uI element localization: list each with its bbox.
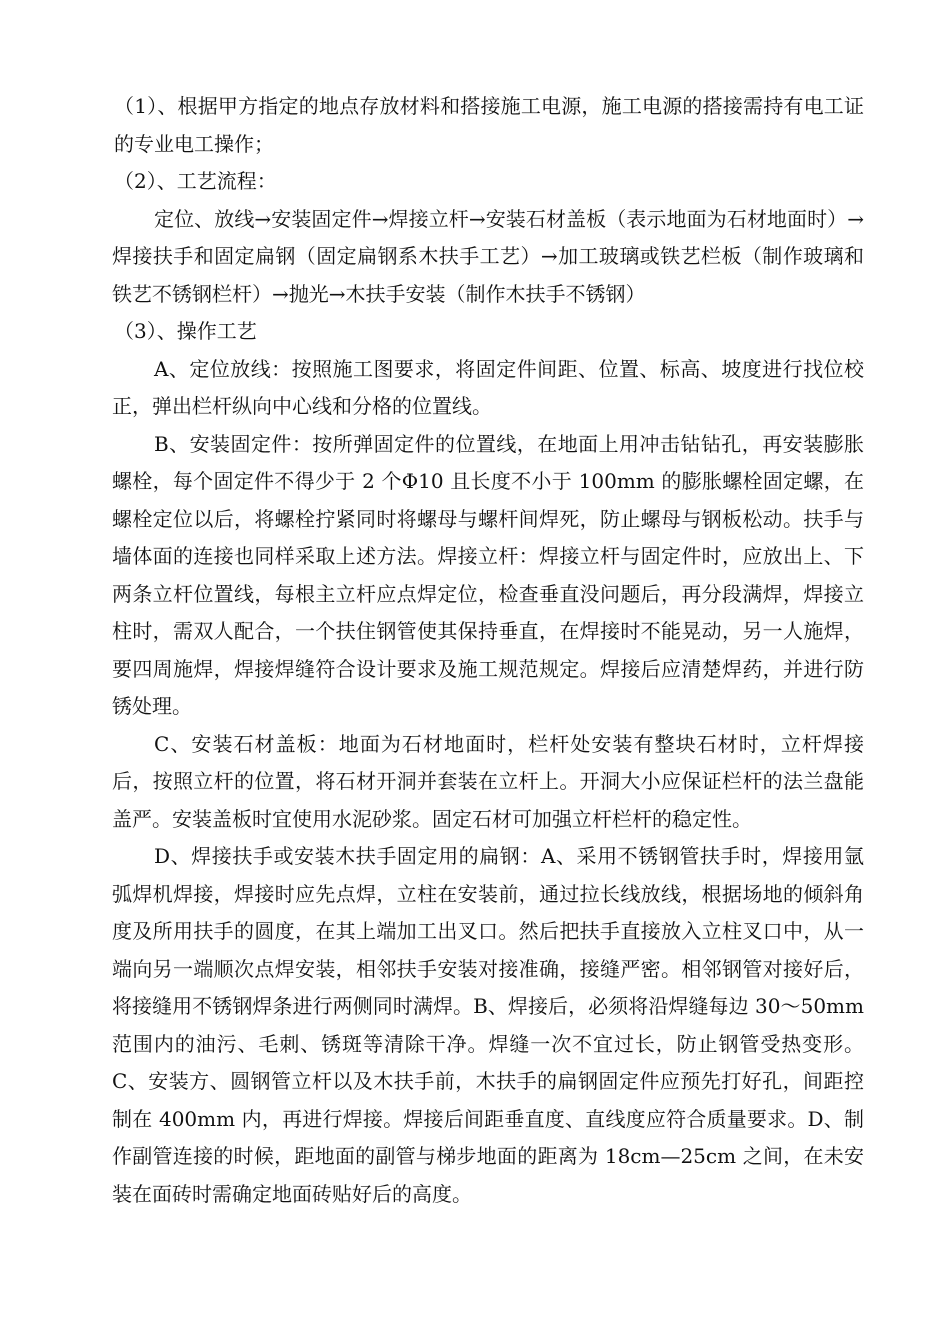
document-body	[112, 88, 864, 1213]
paragraph-item-1: （1）、根据甲方指定的地点存放材料和搭接施工电源，施工电源的搭接需持有电工证的专业电工操作；	[114, 94, 864, 156]
paragraph-process-flow: 定位、放线→安装固定件→焊接立杆→安装石材盖板（表示地面为石材地面时）→焊接扶手和固定扁钢（固定扁钢系木扶手工艺）→加工玻璃或铁艺栏板（制作玻璃和铁艺不锈钢栏杆）→抛光→木扶手安装（制作木扶手不锈钢）	[112, 206, 864, 306]
paragraph-item-2-heading: （2）、工艺流程：	[114, 169, 277, 193]
paragraph-item-3-heading: （3）、操作工艺	[114, 319, 257, 343]
paragraph-step-d: D、焊接扶手或安装木扶手固定用的扁钢：A、采用不锈钢管扶手时，焊接用氩弧焊机焊接，焊接时应先点焊，立柱在安装前，通过拉长线放线，根据场地的倾斜角度及所用扶手的圆度，在其上端加工出叉口。然后把扶手直接放入立柱叉口中，从一端向另一端顺次点焊安装，相邻扶手安装对接准确，接缝严密。相邻钢管对接好后，将接缝用不锈钢焊条进行两侧同时满焊。B、焊接后，必须将沿焊缝每边 30～50mm 范围内的油污、毛刺、锈斑等清除干净。焊缝一次不宜过长，防止钢管受热变形。C、安装方、圆钢管立杆以及木扶手前，木扶手的扁钢固定件应预先打好孔，间距控制在 400mm 内，再进行焊接。焊接后间距垂直度、直线度应符合质量要求。D、制作副管连接的时候，距地面的副管与梯步地面的距离为 18cm—25cm 之间，在未安装在面砖时需确定地面砖贴好后的高度。	[112, 844, 864, 1206]
paragraph-step-a: A、定位放线：按照施工图要求，将固定件间距、位置、标高、坡度进行找位校正，弹出栏杆纵向中心线和分格的位置线。	[112, 356, 864, 418]
paragraph-step-c: C、安装石材盖板：地面为石材地面时，栏杆处安装有整块石材时，立杆焊接后，按照立杆的位置，将石材开洞并套装在立杆上。开洞大小应保证栏杆的法兰盘能盖严。安装盖板时宜使用水泥砂浆。固定石材可加强立杆栏杆的稳定性。	[112, 731, 864, 831]
paragraph-step-b: B、安装固定件：按所弹固定件的位置线，在地面上用冲击钻钻孔，再安装膨胀螺栓，每个固定件不得少于 2 个Φ10 且长度不小于 100mm 的膨胀螺栓固定螺，在螺栓定位以后，将螺栓拧紧同时将螺母与螺杆间焊死，防止螺母与钢板松动。扶手与墙体面的连接也同样采取上述方法。焊接立杆：焊接立杆与固定件时，应放出上、下两条立杆位置线，每根主立杆应点焊定位，检查垂直没问题后，再分段满焊，焊接立柱时，需双人配合，一个扶住钢管使其保持垂直，在焊接时不能晃动，另一人施焊，要四周施焊，焊接焊缝符合设计要求及施工规范规定。焊接后应清楚焊药，并进行防锈处理。	[112, 431, 864, 718]
